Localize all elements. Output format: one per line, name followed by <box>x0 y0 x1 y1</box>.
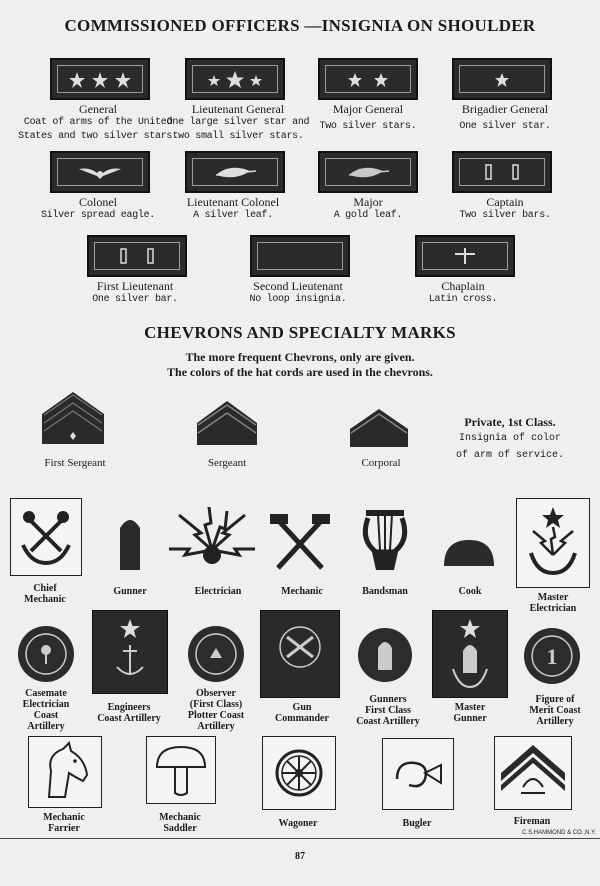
casemate-electrician-mark <box>18 626 74 682</box>
captain-insignia <box>452 151 552 193</box>
general-caption <box>18 103 178 143</box>
mark-label <box>430 702 510 724</box>
mark-label-line: (First Class) <box>189 699 243 710</box>
rank-desc: Two silver bars. <box>459 210 551 221</box>
chaplain-insignia <box>415 235 515 277</box>
first-lieutenant-caption <box>70 280 200 306</box>
mark-label-line: Commander <box>275 713 329 724</box>
rank-name: Chaplain <box>441 279 485 293</box>
rank-desc: Silver spread eagle. <box>40 210 156 221</box>
subtitle-line-2: The colors of the hat cords are used in the chevrons. <box>167 365 433 379</box>
mark-label-line: Mechanic <box>43 812 85 823</box>
crossed-cannons-icon <box>261 611 339 697</box>
rank-desc: One large silver star and <box>166 117 310 128</box>
fireman-mark <box>494 736 572 810</box>
major-insignia <box>318 151 418 193</box>
corporal-chevron <box>348 405 410 449</box>
leaf-icon <box>343 163 393 181</box>
mark-label-line: Gun <box>292 702 312 713</box>
bugler-mark <box>382 738 454 810</box>
mark-label <box>24 812 104 834</box>
brigadier-general-caption <box>440 102 570 132</box>
colonel-insignia <box>50 151 150 193</box>
rank-name: Lieutenant Colonel <box>186 195 280 209</box>
mark-label-line: Coast Artillery <box>97 713 161 724</box>
rank-desc: two small silver stars. <box>172 131 304 142</box>
mark-label: Wagoner <box>278 818 318 829</box>
rank-name: Lieutenant General <box>191 102 285 116</box>
mark-label: Mechanic <box>281 586 323 597</box>
wheel-icon <box>263 737 335 809</box>
bugle-icon <box>383 739 453 809</box>
leaf-icon <box>210 163 260 181</box>
mark-label-line: Master <box>537 592 569 603</box>
mechanic-saddler-mark <box>146 736 216 804</box>
mark-label: Electrician <box>194 586 242 597</box>
mark-label-line: Artillery <box>197 721 235 732</box>
major-general-caption <box>308 102 428 132</box>
figure-of-merit-mark <box>524 628 580 684</box>
mark-label-line: Merit Coast <box>529 705 581 716</box>
private-desc: of arm of service. <box>455 450 565 461</box>
rank-name: Colonel <box>79 195 117 209</box>
mark-label-line: Farrier <box>48 823 80 834</box>
stars-icon <box>333 70 403 88</box>
mark-label-line: Mechanic <box>159 812 201 823</box>
page-number: 87 <box>295 851 305 862</box>
wagoner-mark <box>262 736 336 810</box>
mark-label-line: Artillery <box>27 721 65 732</box>
private-title: Private, 1st Class. <box>464 415 556 429</box>
section-title-officers: COMMISSIONED OFFICERS —INSIGNIA ON SHOULDER <box>64 16 536 35</box>
rank-desc: A silver leaf. <box>193 210 273 221</box>
colonel-caption <box>28 196 168 222</box>
chevron-label: Sergeant <box>207 457 247 469</box>
mark-label <box>6 688 86 732</box>
bandsman-mark <box>358 500 412 574</box>
svg-text:1: 1 <box>546 644 558 669</box>
mark-label <box>84 702 174 724</box>
mark-label: Cook <box>458 586 482 597</box>
mark-label-line: Engineers <box>107 702 151 713</box>
mark-label-line: Casemate <box>25 688 67 699</box>
rank-desc: A gold leaf. <box>333 210 403 221</box>
mark-label <box>140 812 220 834</box>
rank-name: Second Lieutenant <box>253 279 343 293</box>
mark-label <box>510 592 596 614</box>
mark-label: Bugler <box>402 818 432 829</box>
rank-desc: One silver star. <box>459 121 551 132</box>
star-lightning-wreath-icon <box>517 499 589 587</box>
rank-name: General <box>79 102 117 116</box>
mark-label-line: Observer <box>196 688 236 699</box>
rank-name: First Lieutenant <box>96 279 174 293</box>
rank-name: Captain <box>486 195 524 209</box>
master-gunner-mark <box>432 610 508 698</box>
mark-label-line: First Class <box>365 705 411 716</box>
eagle-icon <box>75 163 125 181</box>
mark-label-line: Plotter Coast <box>187 710 245 721</box>
rank-name: Major General <box>332 102 404 116</box>
lieutenant-general-caption <box>163 103 313 143</box>
rank-name: Brigadier General <box>461 102 549 116</box>
gun-commander-mark <box>260 610 340 698</box>
general-insignia <box>50 58 150 100</box>
footer-rule <box>0 838 600 839</box>
rank-desc: One silver bar. <box>92 294 178 305</box>
bars-icon <box>107 247 167 265</box>
chevron-label: First Sergeant <box>44 457 106 469</box>
brigadier-general-insignia <box>452 58 552 100</box>
lieutenant-colonel-caption <box>163 196 303 222</box>
rank-desc: Coat of arms of the United <box>23 117 173 128</box>
mark-label-line: Artillery <box>536 716 574 727</box>
lieutenant-colonel-insignia <box>185 151 285 193</box>
mechanic-farrier-mark <box>28 736 102 808</box>
star-anchor-icon <box>93 611 167 693</box>
major-general-insignia <box>318 58 418 100</box>
rank-desc: Latin cross. <box>428 294 498 305</box>
mark-label <box>340 694 436 727</box>
engineers-coast-artillery-mark <box>92 610 168 694</box>
star-shell-wreath-icon <box>433 611 507 697</box>
chief-mechanic-mark <box>10 498 82 576</box>
mark-label <box>512 694 598 727</box>
rank-desc: No loop insignia. <box>249 294 347 305</box>
second-lieutenant-insignia <box>250 235 350 277</box>
master-electrician-mark <box>516 498 590 588</box>
mark-label <box>5 583 85 605</box>
fireman-chevron-icon <box>495 737 571 809</box>
chaplain-caption <box>398 280 528 306</box>
publisher-credit: C.S.HAMMOND & CO.,N.Y. <box>522 830 596 836</box>
mark-label-line: Electrician <box>22 699 70 710</box>
rank-name: Major <box>353 195 383 209</box>
mark-label: Fireman <box>513 816 551 827</box>
sergeant-chevron <box>195 397 259 447</box>
star-icon <box>467 70 537 88</box>
first-lieutenant-insignia <box>87 235 187 277</box>
mark-label-line: Coast <box>33 710 59 721</box>
mark-label <box>176 688 256 732</box>
mark-label-line: Electrician <box>529 603 577 614</box>
mark-label-line: Mechanic <box>24 594 66 605</box>
mark-label-line: Saddler <box>163 823 197 834</box>
major-caption <box>303 196 433 222</box>
stars-icon <box>200 70 270 88</box>
lieutenant-general-insignia <box>185 58 285 100</box>
subtitle-line-1: The more frequent Chevrons, only are given. <box>185 350 415 364</box>
mark-label-line: Coast Artillery <box>356 716 420 727</box>
numeral-one-icon <box>524 628 580 684</box>
mark-label-line: Gunner <box>453 713 487 724</box>
casemate-icon <box>18 626 74 682</box>
mark-label: Gunner <box>113 586 147 597</box>
stars-icon <box>65 70 135 88</box>
gunners-first-class-mark <box>358 628 412 682</box>
mechanic-mark <box>268 512 332 572</box>
cross-icon <box>445 247 485 265</box>
observer-mark <box>188 626 244 682</box>
captain-caption <box>440 196 570 222</box>
second-lieutenant-caption <box>233 280 363 306</box>
chevron-label: Corporal <box>361 457 401 469</box>
first-sergeant-chevron <box>40 388 106 448</box>
mark-label-line: Figure of <box>535 694 575 705</box>
electrician-mark <box>165 505 260 570</box>
rank-desc: States and two silver stars. <box>18 131 178 142</box>
mark-label-line: Chief <box>33 583 57 594</box>
crossed-hammers-wreath-icon <box>11 499 81 575</box>
bars-icon <box>472 163 532 181</box>
mark-label <box>262 702 342 724</box>
shell-icon <box>358 628 412 682</box>
cook-mark <box>442 536 496 570</box>
mark-label: Bandsman <box>362 586 408 597</box>
mark-label-line: Gunners <box>369 694 407 705</box>
rank-desc: Two silver stars. <box>319 121 417 132</box>
horse-head-icon <box>29 737 101 807</box>
section-title-chevrons: CHEVRONS AND SPECIALTY MARKS <box>144 323 456 342</box>
gunner-mark <box>118 512 142 572</box>
private-first-class-note <box>440 415 580 463</box>
saddler-knife-icon <box>147 737 215 803</box>
mark-label-line: Master <box>454 702 486 713</box>
observer-icon <box>188 626 244 682</box>
private-desc: Insignia of color <box>458 433 562 444</box>
